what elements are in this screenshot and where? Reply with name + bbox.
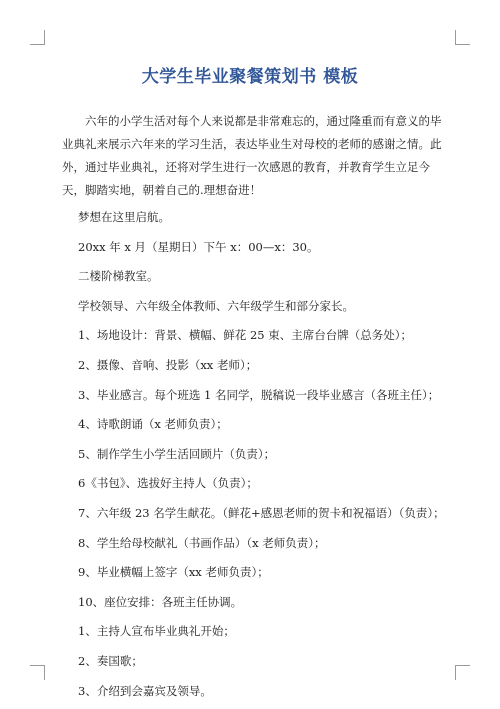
list-item: 8、学生给母校献礼（书画作品）（x 老师负责）； [78,535,326,550]
line-time: 20xx 年 x 月（星期日）下午 x：00—x：30。 [78,239,319,254]
list-item: 4、诗歌朗诵（x 老师负责）； [78,417,228,432]
intro-paragraph: 六年的小学生活对每个人来说都是非常难忘的，通过隆重而有意义的毕业典礼来展示六年来的学习生活，表达毕业生对母校的老师的感谢之情。此外，通过毕业典礼，还将对学生进行一次感恩的教育，并教育学生立足今天，脚踏实地，朝着自己的.理想奋进！ [62,114,442,197]
page-corner-mark-top-right [455,30,470,45]
line-location: 二楼阶梯教室。 [78,269,159,284]
document-body [62,110,446,709]
list-item: 6《书包》、选拔好主持人（负责）； [78,476,258,491]
list-item: 9、毕业横幅上签字（xx 老师负责）； [78,565,269,580]
list-item: 1、主持人宣布毕业典礼开始； [78,624,235,639]
list-item: 1、场地设计：背景、横幅、鲜花 25 束、主席台台牌（总务处）； [78,328,413,343]
document-title: 大学生毕业聚餐策划书 模板 [141,67,359,87]
page-corner-mark-bottom-right [455,665,470,680]
list-item: 10、座位安排：各班主任协调。 [78,594,243,609]
page-corner-mark-top-left [30,30,45,45]
list-item: 3、毕业感言。每个班选 1 名同学，脱稿说一段毕业感言（各班主任）； [78,387,440,402]
page-corner-mark-bottom-left [30,665,45,680]
list-item: 3、介绍到会嘉宾及领导。 [78,683,212,698]
list-item: 7、六年级 23 名学生献花。（鲜花+感恩老师的贺卡和祝福语）（负责）； [78,505,445,520]
list-item: 2、奏国歌； [78,653,143,668]
list-item: 2、摄像、音响、投影（xx 老师）； [78,357,258,372]
line-participants: 学校领导、六年级全体教师、六年级学生和部分家长。 [78,298,354,313]
line-theme: 梦想在这里启航。 [78,210,170,224]
list-item: 5、制作学生小学生活回顾片（负责）； [78,446,276,461]
